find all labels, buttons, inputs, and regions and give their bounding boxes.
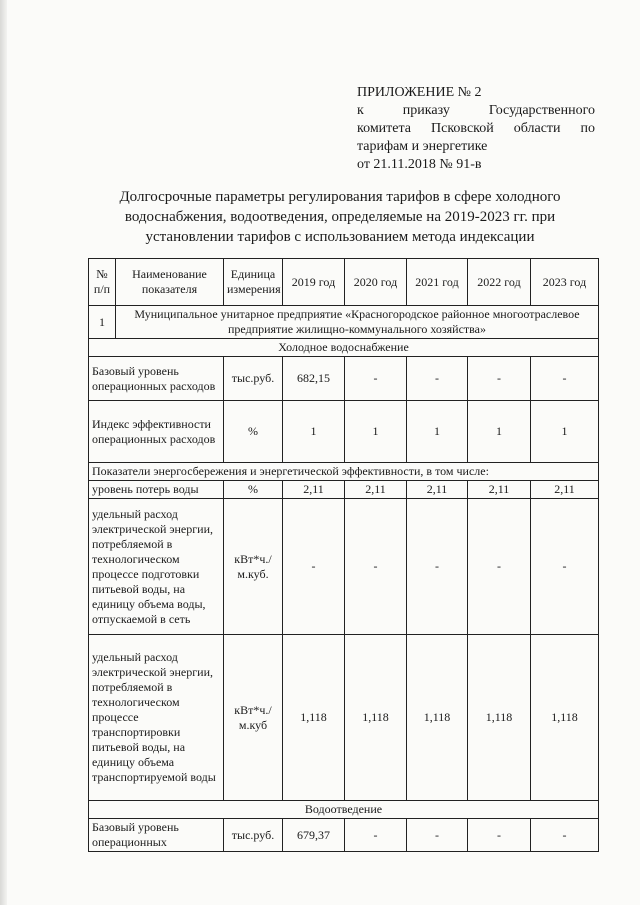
- table-row: [89, 357, 599, 401]
- param-name: Индекс эффективности операционных расходов: [89, 401, 224, 463]
- header-cell: 2022 год: [468, 259, 531, 306]
- section-cold-water: Холодное водоснабжение: [89, 339, 599, 357]
- header-cell: Наименование показателя: [116, 259, 224, 306]
- header-row: [89, 259, 599, 306]
- appendix-line-1: к приказу Государственного: [357, 103, 595, 118]
- scan-edge: [0, 0, 7, 905]
- param-unit: кВт*ч./м.куб.: [224, 499, 283, 635]
- organization-row: [89, 306, 599, 339]
- value-2019: 1,118: [283, 635, 345, 801]
- header-cell: 2020 год: [345, 259, 407, 306]
- value-2021: -: [407, 357, 468, 401]
- value-2023: -: [531, 357, 599, 401]
- value-2019: -: [283, 499, 345, 635]
- appendix-line-4: от 21.11.2018 № 91-в: [357, 157, 482, 172]
- header-cell: 2023 год: [531, 259, 599, 306]
- header-cell: 2019 год: [283, 259, 345, 306]
- table-row: [89, 481, 599, 499]
- value-2023: 1,118: [531, 635, 599, 801]
- value-2021: -: [407, 819, 468, 852]
- header-cell: 2021 год: [407, 259, 468, 306]
- org-number: 1: [89, 306, 116, 339]
- value-2020: 1,118: [345, 635, 407, 801]
- value-2019: 1: [283, 401, 345, 463]
- param-name: уровень потерь воды: [89, 481, 224, 499]
- section-row: [89, 801, 599, 819]
- param-name: Базовый уровень операционных: [89, 819, 224, 852]
- value-2019: 679,37: [283, 819, 345, 852]
- appendix-heading: ПРИЛОЖЕНИЕ № 2: [357, 85, 482, 100]
- value-2022: 1: [468, 401, 531, 463]
- value-2021: -: [407, 499, 468, 635]
- appendix-line-2: комитета Псковской области по: [357, 121, 595, 136]
- param-unit: %: [224, 401, 283, 463]
- param-unit: тыс.руб.: [224, 819, 283, 852]
- parameters-table: [88, 258, 599, 852]
- table-row: [89, 635, 599, 801]
- value-2022: -: [468, 357, 531, 401]
- appendix-line-3: тарифам и энергетике: [357, 139, 488, 154]
- param-name: удельный расход электрической энергии, потребляемой в технологическом процессе подготовки питьевой воды, на единицу объема воды, отпускаемой в сеть: [89, 499, 224, 635]
- value-2023: 2,11: [531, 481, 599, 499]
- value-2021: 1,118: [407, 635, 468, 801]
- value-2020: -: [345, 357, 407, 401]
- value-2022: -: [468, 499, 531, 635]
- value-2020: -: [345, 819, 407, 852]
- value-2021: 1: [407, 401, 468, 463]
- table-row: [89, 401, 599, 463]
- header-cell: Единица измерения: [224, 259, 283, 306]
- appendix-block: [357, 84, 595, 174]
- org-name: Муниципальное унитарное предприятие «Красногородское районное многоотраслевое предприятие жилищно-коммунального хозяйства»: [116, 306, 599, 339]
- param-name: удельный расход электрической энергии, потребляемой в технологическом процессе транспортировки питьевой воды, на единицу объема транспортируемой воды: [89, 635, 224, 801]
- param-unit: тыс.руб.: [224, 357, 283, 401]
- document-title: Долгосрочные параметры регулирования тарифов в сфере холодного водоснабжения, водоотведения, определяемые на 2019-2023 гг. при установлении тарифов с использованием метода индексации: [119, 189, 561, 245]
- section-sewerage: Водоотведение: [89, 801, 599, 819]
- param-unit: кВт*ч./м.куб: [224, 635, 283, 801]
- value-2022: 1,118: [468, 635, 531, 801]
- value-2023: -: [531, 819, 599, 852]
- param-unit: %: [224, 481, 283, 499]
- value-2020: 1: [345, 401, 407, 463]
- section-energy: Показатели энергосбережения и энергетической эффективности, в том числе:: [89, 463, 599, 481]
- value-2021: 2,11: [407, 481, 468, 499]
- table-row: [89, 819, 599, 852]
- value-2019: 682,15: [283, 357, 345, 401]
- value-2022: -: [468, 819, 531, 852]
- table-row: [89, 499, 599, 635]
- value-2019: 2,11: [283, 481, 345, 499]
- value-2020: 2,11: [345, 481, 407, 499]
- value-2023: 1: [531, 401, 599, 463]
- header-cell: № п/п: [89, 259, 116, 306]
- section-row: [89, 339, 599, 357]
- value-2023: -: [531, 499, 599, 635]
- value-2022: 2,11: [468, 481, 531, 499]
- section-row: [89, 463, 599, 481]
- value-2020: -: [345, 499, 407, 635]
- param-name: Базовый уровень операционных расходов: [89, 357, 224, 401]
